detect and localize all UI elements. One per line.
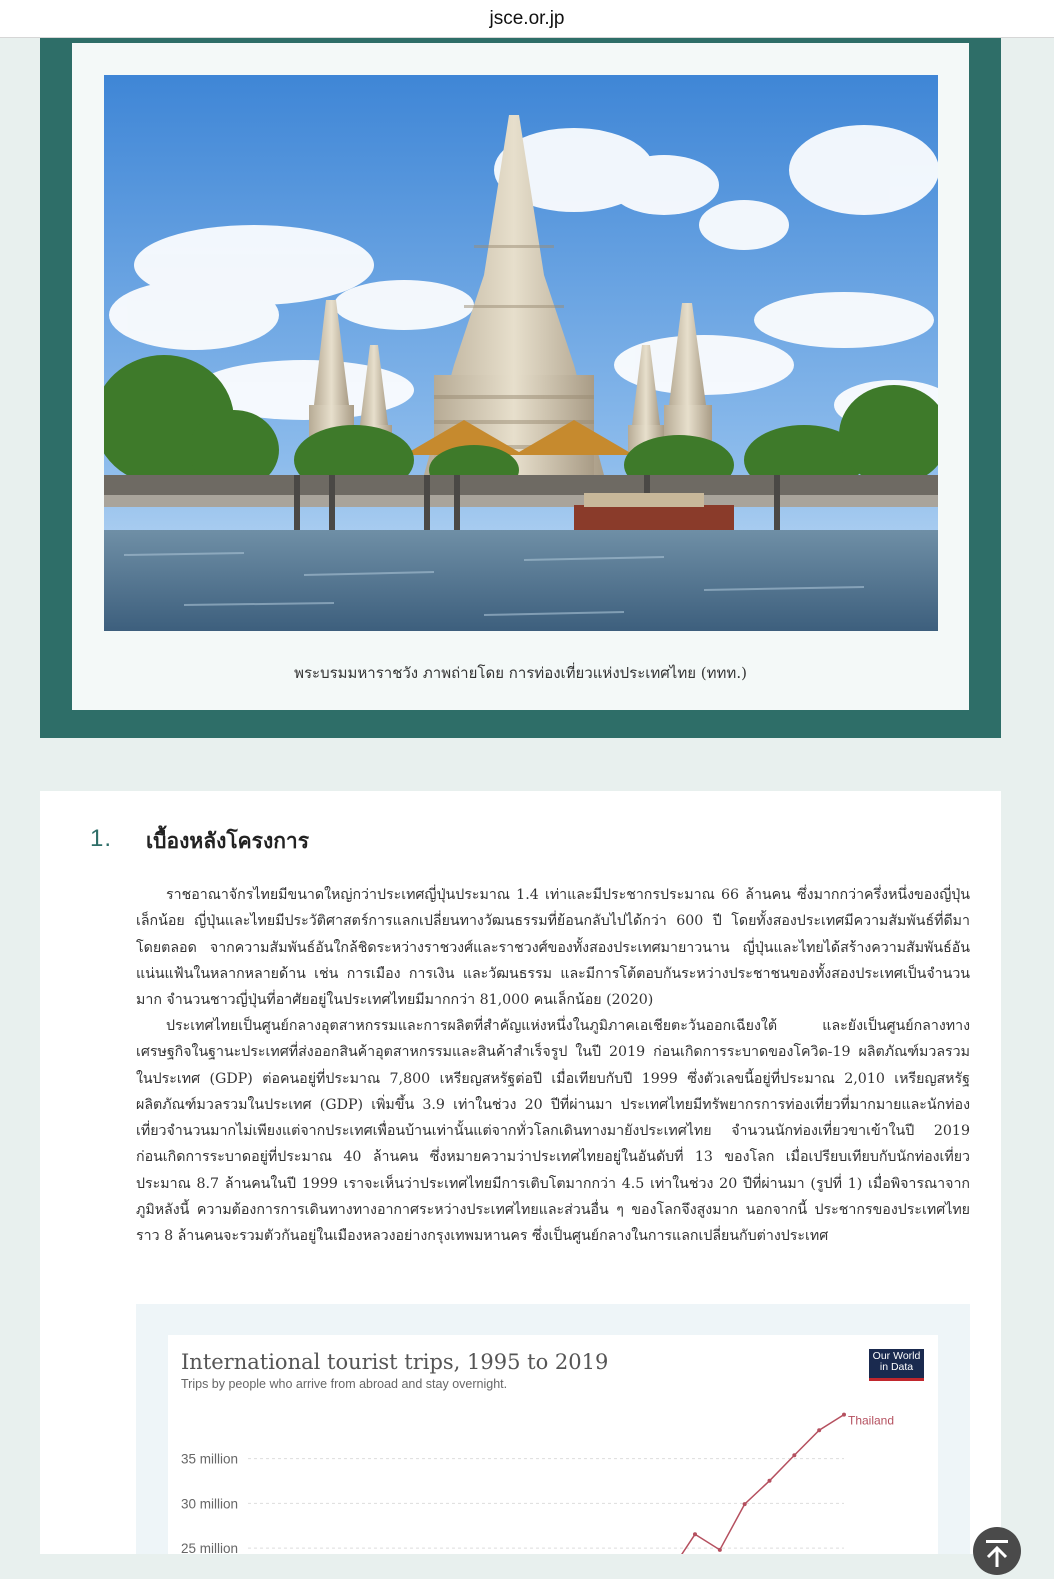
address-bar[interactable] (0, 0, 1054, 38)
data-point[interactable] (768, 1479, 772, 1483)
section-title: เบื้องหลังโครงการ (146, 828, 309, 853)
chart-figure (136, 1304, 970, 1557)
y-tick-label: 35 million (181, 1451, 239, 1467)
wat-arun-photo (104, 75, 938, 631)
owid-logo-line2: in Data (879, 1361, 914, 1373)
back-to-top-button[interactable] (973, 1527, 1021, 1575)
chart-title: International tourist trips, 1995 to 2019 (181, 1350, 609, 1374)
hero-figure (40, 38, 1001, 738)
data-point[interactable] (817, 1428, 821, 1432)
data-point[interactable] (743, 1502, 747, 1506)
arrow-up-icon (973, 1527, 1021, 1575)
hero-figure-inner (72, 43, 969, 710)
series-label-thailand: Thailand (848, 1413, 895, 1428)
y-tick-label: 30 million (181, 1496, 239, 1512)
section-number: 1. (90, 825, 113, 852)
paragraph-2: ประเทศไทยเป็นศูนย์กลางอุตสาหกรรมและการผลิตที่สำคัญแห่งหนึ่งในภูมิภาคเอเชียตะวันออกเฉียงใต้ และยังเป็นศูนย์กลางทางเศรษฐกิจในฐานะประเทศที่ส่งออกสินค้าอุตสาหกรรมและสินค้าสำเร็จรูป ในปี 2019 ก่อนเกิดการระบาดของโควิด-19 ผลิตภัณฑ์มวลรวมในประเทศ (GDP) ต่อคนอยู่ที่ประมาณ 7,800 เหรียญสหรัฐต่อปี เมื่อเทียบกับปี 1999 ซึ่งตัวเลขนี้อยู่ที่ประมาณ 2,010 เหรียญสหรัฐ ผลิตภัณฑ์มวลรวมในประเทศ (GDP) เพิ่มขึ้น 3.9 เท่าในช่วง 20 ปีที่ผ่านมา ประเทศไทยมีทรัพยากรการท่องเที่ยวที่มากมายและนักท่องเที่ยวจำนวนมากไม่เพียงแต่จากประเทศเพื่อนบ้านเท่านั้นแต่จากทั่วโลกเดินทางมายังประเทศไทย จำนวนนักท่องเที่ยวขาเข้าในปี 2019 ก่อนเกิดการระบาดอยู่ที่ประมาณ 40 ล้านคน ซึ่งหมายความว่าประเทศไทยอยู่ในอันดับที่ 13 ของโลก เมื่อเปรียบเทียบกับนักท่องเที่ยวประมาณ 8.7 ล้านคนในปี 1999 เราจะเห็นว่าประเทศไทยมีการเติบโตมากกว่า 4.5 เท่าในช่วง 20 ปีที่ผ่านมา (รูปที่ 1) เมื่อพิจารณาจากภูมิหลังนี้ ความต้องการการเดินทางทางอากาศระหว่างประเทศไทยและส่วนอื่น ๆ ของโลกจึงสูงมาก นอกจากนี้ ประชากรของประเทศไทยราว 8 ล้านคนจะรวมตัวกันอยู่ในเมืองหลวงอย่างกรุงเทพมหานคร ซึ่งเป็นศูนย์กลางในการแลกเปลี่ยนกับต่างประเทศ (136, 1018, 970, 1245)
article-section (40, 791, 1001, 1557)
chart-subtitle: Trips by people who arrive from abroad and stay overnight. (181, 1377, 508, 1391)
data-point[interactable] (693, 1532, 697, 1536)
data-point[interactable] (792, 1453, 796, 1457)
data-point[interactable] (718, 1548, 722, 1552)
data-point[interactable] (842, 1413, 846, 1417)
chart-card (168, 1335, 938, 1557)
url-text: jsce.or.jp (489, 7, 565, 29)
hero-caption: พระบรมมหาราชวัง ภาพถ่ายโดย การท่องเที่ยวแห่งประเทศไทย (ททท.) (294, 664, 747, 682)
paragraph-1: ราชอาณาจักรไทยมีขนาดใหญ่กว่าประเทศญี่ปุ่นประมาณ 1.4 เท่าและมีประชากรประมาณ 66 ล้านคน ซึ่งมากกว่าครึ่งหนึ่งของญี่ปุ่นเล็กน้อย ญี่ปุ่นและไทยมีประวัติศาสตร์การแลกเปลี่ยนทางวัฒนธรรมที่ย้อนกลับไปได้กว่า 600 ปี โดยทั้งสองประเทศมีความสัมพันธ์ที่ดีมาโดยตลอด จากความสัมพันธ์อันใกล้ชิดระหว่างราชวงศ์และราชวงศ์ของทั้งสองประเทศมายาวนาน ญี่ปุ่นและไทยได้สร้างความสัมพันธ์อันแน่นแฟ้นในหลากหลายด้าน เช่น การเมือง การเงิน และวัฒนธรรม และมีการโต้ตอบกันระหว่างประชาชนของทั้งสองประเทศเป็นจำนวนมาก จำนวนชาวญี่ปุ่นที่อาศัยอยู่ในประเทศไทยมีมากกว่า 81,000 คนเล็กน้อย (2020) (136, 887, 970, 1009)
y-tick-label: 25 million (181, 1541, 239, 1557)
tourist-trips-chart (168, 1335, 938, 1557)
owid-logo-line1: Our World (872, 1350, 921, 1362)
owid-logo (869, 1349, 924, 1381)
